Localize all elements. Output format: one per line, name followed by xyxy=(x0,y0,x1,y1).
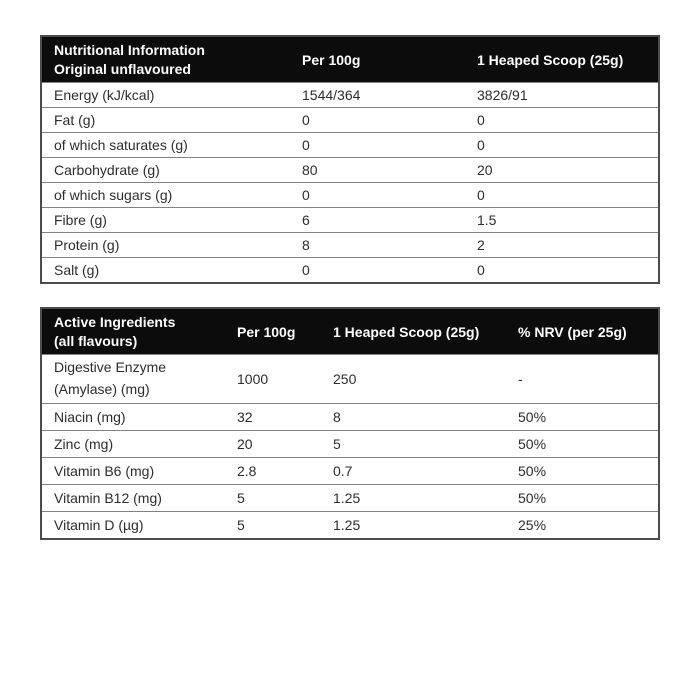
column-header-per-scoop: 1 Heaped Scoop (25g) xyxy=(333,323,480,340)
row-label: of which sugars (g) xyxy=(54,187,173,203)
row-label: Vitamin D (µg) xyxy=(54,517,144,533)
table-row xyxy=(42,232,658,257)
table-row xyxy=(42,257,658,282)
value-per-100g: 0 xyxy=(302,187,310,203)
value-per-scoop: 0 xyxy=(477,112,485,128)
table-row xyxy=(42,511,658,538)
row-label: Zinc (mg) xyxy=(54,436,114,452)
active-ingredients-table xyxy=(40,307,660,540)
value-per-scoop: 1.5 xyxy=(477,212,497,228)
value-per-100g: 1544/364 xyxy=(302,87,361,103)
column-header-nrv: % NRV (per 25g) xyxy=(518,323,627,340)
value-per-100g: 5 xyxy=(237,490,245,506)
value-per-100g: 8 xyxy=(302,237,310,253)
column-header-per-scoop: 1 Heaped Scoop (25g) xyxy=(477,51,624,68)
table-row xyxy=(42,457,658,484)
row-label: Niacin (mg) xyxy=(54,409,126,425)
value-per-100g: 6 xyxy=(302,212,310,228)
nutrition-title-line1: Nutritional Information xyxy=(54,42,205,59)
value-nrv: 50% xyxy=(518,409,547,425)
row-label: Protein (g) xyxy=(54,237,120,253)
nutrition-table-title xyxy=(42,41,302,77)
value-nrv: - xyxy=(518,371,523,387)
nutrition-title-line2: Original unflavoured xyxy=(54,60,191,77)
value-nrv: 50% xyxy=(518,436,547,452)
table-row xyxy=(42,182,658,207)
value-per-scoop: 8 xyxy=(333,409,341,425)
table-row xyxy=(42,107,658,132)
row-label-line1: Digestive Enzyme xyxy=(54,359,167,376)
table-row xyxy=(42,207,658,232)
value-per-scoop: 2 xyxy=(477,237,485,253)
table-row xyxy=(42,82,658,107)
ingredients-title-line1: Active Ingredients xyxy=(54,314,176,331)
ingredients-title-line2: (all flavours) xyxy=(54,332,138,349)
table-row xyxy=(42,484,658,511)
row-label: Salt (g) xyxy=(54,262,100,278)
value-per-100g: 32 xyxy=(237,409,253,425)
value-per-scoop: 3826/91 xyxy=(477,87,528,103)
row-label: Vitamin B12 (mg) xyxy=(54,490,162,506)
row-label: Energy (kJ/kcal) xyxy=(54,87,155,103)
column-header-per-100g: Per 100g xyxy=(237,323,296,340)
row-label xyxy=(42,357,237,400)
value-per-scoop: 0 xyxy=(477,187,485,203)
row-label: Carbohydrate (g) xyxy=(54,162,160,178)
value-per-scoop: 250 xyxy=(333,371,357,387)
value-per-scoop: 1.25 xyxy=(333,517,361,533)
table-row xyxy=(42,354,658,403)
value-per-scoop: 1.25 xyxy=(333,490,361,506)
value-per-100g: 0 xyxy=(302,112,310,128)
ingredients-table-header xyxy=(42,309,658,354)
value-per-100g: 0 xyxy=(302,137,310,153)
row-label: of which saturates (g) xyxy=(54,137,188,153)
value-per-scoop: 20 xyxy=(477,162,493,178)
value-per-scoop: 0.7 xyxy=(333,463,353,479)
value-per-100g: 5 xyxy=(237,517,245,533)
table-row xyxy=(42,430,658,457)
value-per-100g: 2.8 xyxy=(237,463,257,479)
row-label: Fibre (g) xyxy=(54,212,107,228)
value-per-scoop: 0 xyxy=(477,262,485,278)
ingredients-table-title xyxy=(42,313,237,349)
table-row xyxy=(42,132,658,157)
row-label-line2: (Amylase) (mg) xyxy=(54,381,150,397)
table-row xyxy=(42,403,658,430)
value-per-100g: 80 xyxy=(302,162,318,178)
value-nrv: 50% xyxy=(518,463,547,479)
row-label: Vitamin B6 (mg) xyxy=(54,463,155,479)
value-nrv: 25% xyxy=(518,517,547,533)
value-per-100g: 1000 xyxy=(237,371,269,387)
value-per-scoop: 0 xyxy=(477,137,485,153)
nutrition-table-header xyxy=(42,37,658,82)
value-per-100g: 20 xyxy=(237,436,253,452)
value-per-100g: 0 xyxy=(302,262,310,278)
value-nrv: 50% xyxy=(518,490,547,506)
table-row xyxy=(42,157,658,182)
nutrition-table xyxy=(40,35,660,284)
value-per-scoop: 5 xyxy=(333,436,341,452)
column-header-per-100g: Per 100g xyxy=(302,51,361,68)
row-label: Fat (g) xyxy=(54,112,96,128)
